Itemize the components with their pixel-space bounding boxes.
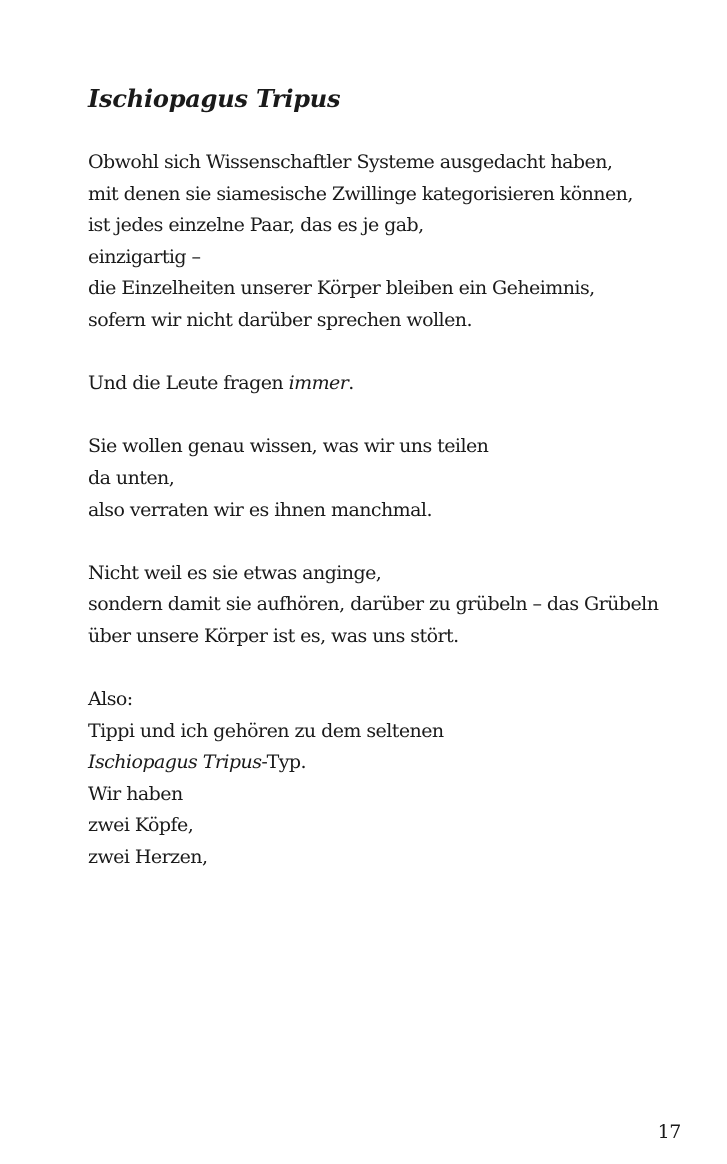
line-text: Nicht weil es sie etwas anginge, [88,561,382,584]
line-text: zwei Herzen, [88,846,208,869]
stanza-break [88,653,688,685]
italic-text: Ischiopagus Tripus [88,751,262,774]
stanza-break [88,400,688,432]
poem-line [88,747,688,779]
poem-line [88,495,688,527]
line-text: also verraten wir es ihnen manchmal. [88,498,432,521]
poem-line [88,684,688,716]
poem-line [88,589,688,621]
page-number: 17 [657,1121,681,1143]
poem-line [88,431,688,463]
poem-body [88,147,688,874]
poem-line [88,716,688,748]
line-text: Tippi und ich gehören zu dem seltenen [88,719,444,742]
line-text: . [348,372,354,395]
line-text: Obwohl sich Wissenschaftler Systeme ausgedacht haben, [88,151,613,173]
poem-line [88,779,688,811]
poem-line [88,210,688,242]
stanza-break [88,337,688,369]
poem-line [88,147,688,179]
poem-line [88,368,688,400]
italic-text: immer [288,372,349,395]
line-text: sondern damit sie aufhören, darüber zu grübeln – das Grübeln [88,593,659,616]
poem-line [88,810,688,842]
poem-line [88,242,688,274]
poem-title: Ischiopagus Tripus [88,84,341,113]
line-text: ist jedes einzelne Paar, das es je gab, [88,214,424,237]
poem-line [88,558,688,590]
line-text: über unsere Körper ist es, was uns stört. [88,624,459,647]
line-text: -Typ. [261,751,307,774]
line-text: da unten, [88,466,175,489]
poem-line [88,463,688,495]
line-text: mit denen sie siamesische Zwillinge kategorisieren können, [88,182,633,205]
line-text: Wir haben [88,782,183,805]
poem-line [88,305,688,337]
line-text: sofern wir nicht darüber sprechen wollen. [88,308,472,331]
line-text: Also: [88,688,133,711]
line-text: Und die Leute fragen [88,372,289,395]
line-text: die Einzelheiten unserer Körper bleiben ein Geheimnis, [88,277,595,300]
poem-line [88,179,688,211]
poem-line [88,273,688,305]
poem-line [88,842,688,874]
line-text: zwei Köpfe, [88,814,194,837]
poem-line [88,621,688,653]
line-text: Sie wollen genau wissen, was wir uns teilen [88,435,489,458]
line-text: einzigartig – [88,245,201,268]
stanza-break [88,526,688,558]
